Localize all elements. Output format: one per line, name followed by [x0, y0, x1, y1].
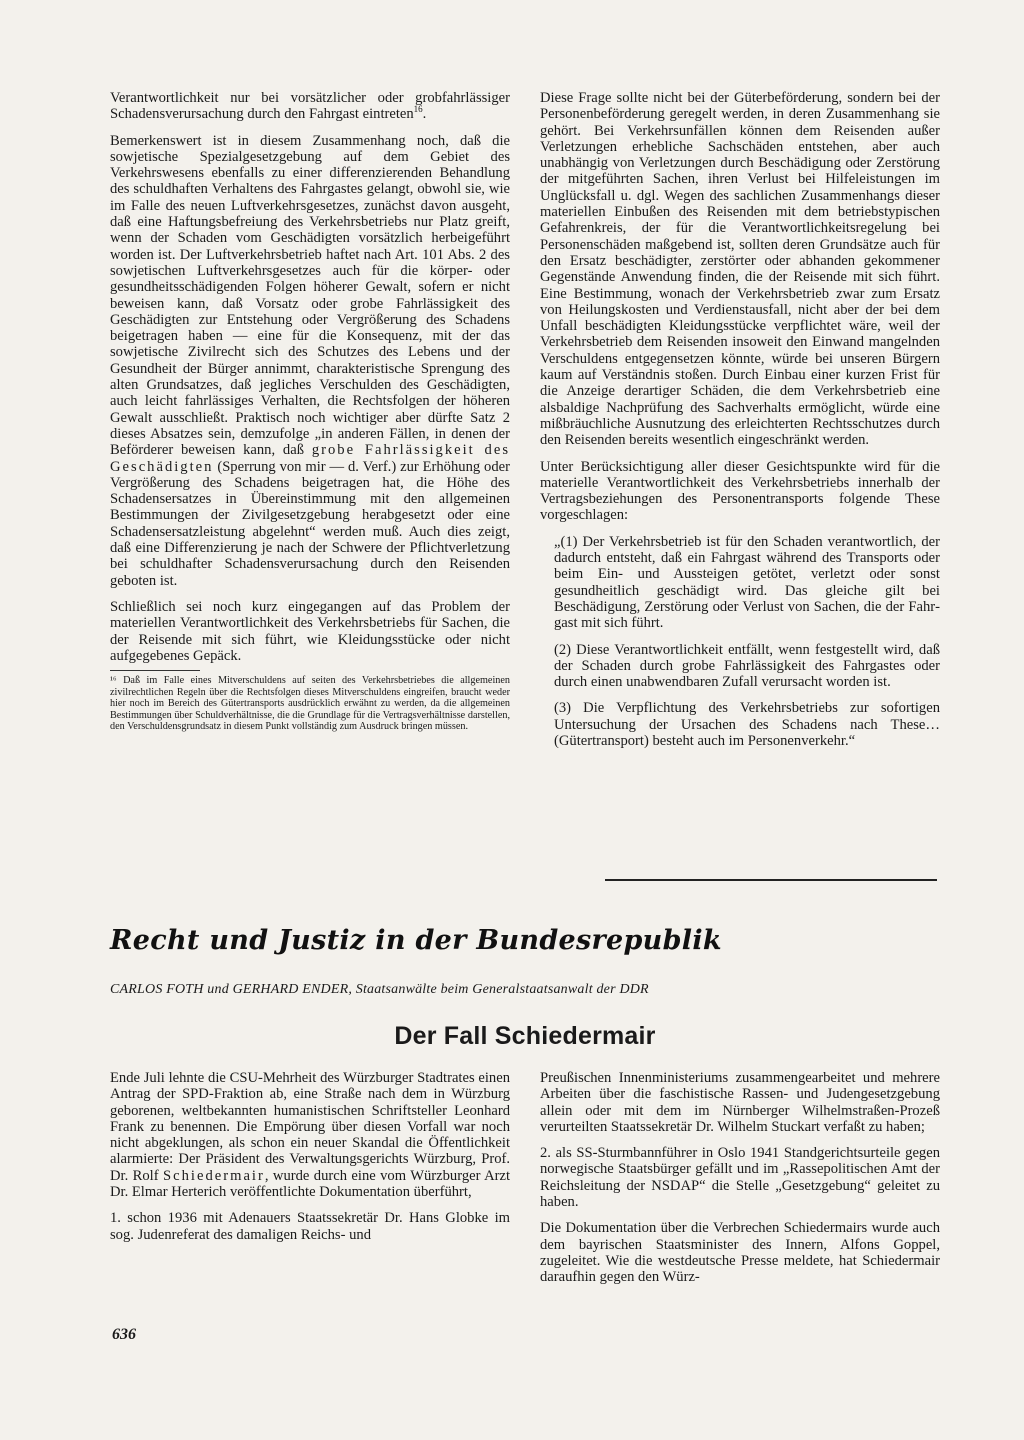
footnote-divider: [110, 670, 200, 671]
article-authors: CARLOS FOTH und GERHARD ENDER, Staatsanwälte beim Generalstaatsanwalt der DDR: [110, 982, 649, 997]
paragraph: Schließlich sei noch kurz eingegangen auf das Problem der materiellen Verantwortlichkeit des Verkehrsbetriebs für Sachen, die der Reisende mit sich führt, wie Kleidungsstücke oder nicht aufgegebenes Gepäck.: [110, 598, 510, 664]
paragraph: Unter Berücksichtigung aller dieser Gesichtspunkte wird für die materielle Verantwortlichkeit des Verkehrsbetriebs innerhalb der Vertragsbeziehungen des Personentransports folgende These vorgeschlagen:: [540, 458, 940, 524]
paragraph: Bemerkenswert ist in diesem Zusammenhang noch, daß die sowjetische Spezialgesetzgebung auf dem Gebiet des Verkehrswesens ebenfalls zu einer differenzierenden Behandlung des schuldhaften Verhaltens des Fahrgastes gelangt, obwohl sie, wie im Falle des neuen Luftverkehrsgesetzes, zunächst davon ausgeht, daß eine Haftungsbefreiung des Verkehrsbetriebs nur Platz greift, wenn der Schaden vom Geschädigten vorsätzlich herbeigeführt worden ist. Der Luftverkehrsbetrieb haftet nach Art. 101 Abs. 2 des sowjetischen Luftverkehrsgesetzes auch für die körper- oder gesundheitsschädigenden Folgen höherer Gewalt, sofern er nicht beweisen kann, daß Vorsatz oder grobe Fahrlässigkeit des Geschädigten zur Entstehung oder Vergrößerung des Schadens beigetragen haben — eine für die Konsequenz, mit der das sowjetische Zivilrecht sich des Schutzes des Lebens und der Gesundheit der Bürger annimmt, charakteristische Sprengung des alten Grundsatzes, daß jegliches Verschulden des Geschädigten, auch leicht fahrlässiges Verhalten, die Rechtsfolgen der höheren Gewalt ausschließt. Praktisch noch wichtiger aber dürfte Satz 2 dieses Absatzes sein, demzufolge „in anderen Fällen, in denen der Beförderer beweisen kann, daß grobe Fahrlässigkeit des Geschädigten (Sperrung von mir — d. Verf.) zur Erhöhung oder Vergrößerung des Schadens beigetragen hat, die Höhe des Schadensersatzes in Übereinstimmung mit den allgemeinen Bestimmungen der Zivilgesetzgebung herabgesetzt oder eine Schadensersatzleistung abgelehnt“ werden muß. Auch dies zeigt, daß eine Differenzierung je nach der Schwere der Pflichtverletzung bei schuldhafter Schadensverursachung durch den Reisenden geboten ist.: [110, 132, 511, 589]
thesis-item: (3) Die Verpflichtung des Verkehrsbetriebs zur sofortigen Untersuchung der Ursachen des Schadens nach These… (Gütertransport) besteht auch im Personenverkehr.“: [554, 700, 940, 749]
page-number: 636: [112, 1326, 136, 1343]
paragraph: Die Dokumentation über die Verbrechen Schiedermairs wurde auch dem bayrischen Staatsminister des Innern, Alfons Goppel, zugeleitet. Wie die westdeutsche Presse meldete, hat Schiedermair daraufhin gegen den Würz-: [540, 1220, 940, 1286]
right-column-top: [540, 90, 940, 749]
footnote: ¹⁶ Daß im Falle eines Mitverschuldens auf seiten des Verkehrsbetriebes die allgemeinen zivilrechtlichen Regeln über die Rechtsfolgen dieses Mitverschuldens eingreifen, braucht weder hier noch im Bereich des Gütertransports ausdrücklich erwähnt zu werden, da die allgemeinen Bestimmungen über Schuldverhältnisse, die die Grundlage für die Vertragsverhältnisse darstellen, den Verschuldensgrundsatz in diesem Punkt vollständig zum Ausdruck bringen müssen.: [110, 675, 510, 733]
paragraph: Ende Juli lehnte die CSU-Mehrheit des Würzburger Stadtrates einen Antrag der SPD-Fraktion ab, eine Straße nach dem in Würzburg geborenen, weltbekannten humanistischen Schriftsteller Leonhard Frank zu benennen. Die Empörung über diesen Vorfall war noch nicht abgeklungen, als schon ein neuer Skandal die Öffentlichkeit alarmierte: Der Präsident des Verwaltungsgerichts Würzburg, Prof. Dr. Rolf Schiedermair, wurde durch eine vom Würzburger Arzt Dr. Elmar Herterich veröffentlichte Dokumentation überführt,: [110, 1070, 510, 1201]
paragraph: Preußischen Innenministeriums zusammengearbeitet und mehrere Arbeiten über die faschistische Rassen- und Judengesetzgebung allein oder mit dem im Nürnberger Wilhelmstraßen-Prozeß verurteilten Staatssekretär Dr. Wilhelm Stuckart verfaßt zu haben;: [540, 1070, 940, 1135]
emphasized-text: Schiedermair: [163, 1167, 265, 1184]
paragraph: 1. schon 1936 mit Adenauers Staatssekretär Dr. Hans Globke im sog. Judenreferat des damaligen Reichs- und: [110, 1210, 510, 1243]
left-column-top: [110, 90, 510, 743]
section-heading: Recht und Justiz in der Bundesrepublik: [110, 925, 722, 956]
article-end-rule: [605, 879, 937, 881]
left-column-bottom: [110, 1070, 510, 1243]
article-title: Der Fall Schiedermair: [394, 1022, 656, 1050]
thesis-item: „(1) Der Verkehrsbetrieb ist für den Schaden verantwortlich, der dadurch entsteht, daß ein Fahrgast während des Transports oder beim Ein- und Aussteigen getötet, verletzt oder sonst gesundheitlich geschädigt wird. Das gleiche gilt bei Beschädigung, Zerstörung oder Verlust von Sachen, die der Fahrgast mit sich führt.: [554, 533, 940, 632]
footnote-marker: 16: [413, 104, 423, 115]
right-column-bottom: [540, 1070, 940, 1286]
thesis-item: (2) Diese Verantwortlichkeit entfällt, wenn festgestellt wird, daß der Schaden durch grobe Fahrlässigkeit des Fahrgastes oder durch einen unabwendbaren Zufall verursacht worden ist.: [554, 641, 940, 691]
paragraph: 2. als SS-Sturmbannführer in Oslo 1941 Standgerichtsurteile gegen norwegische Staatsbürger gefällt und im „Rassepolitischen Amt der Reichsleitung der NSDAP“ die Stelle „Gesetzgebung“ geleitet zu haben.: [540, 1145, 940, 1211]
emphasized-text: grobe Fahrlässigkeit des Geschädigten: [110, 442, 511, 475]
paragraph: Diese Frage sollte nicht bei der Güterbeförderung, sondern bei der Personenbeförderung geregelt werden, in deren Zusammenhang sie gehört. Bei Verkehrsunfällen können dem Reisenden außer Verletzungen erhebliche Sachschäden entstehen, aber auch unabhängig von Verletzungen durch Beschädigung oder Zerstörung der mitgeführten Sachen, ihren Verlust bei Hilfeleistungen im Unglücksfall u. dgl. Wegen des sachlichen Zusammenhangs dieser materiellen Einbußen des Reisenden mit dem betriebstypischen Gefahrenkreis, der für die Verantwortlichkeitsregelung bei Personenschäden maßgebend ist, sollten deren Grundsätze auch für den Ersatz beschädigter, zerstörter oder abhanden gekommener Gegenstände Anwendung finden, die der Reisende mit sich führt. Eine Bestimmung, wonach der Verkehrsbetrieb zwar zum Ersatz von Heilungskosten und Verdienstausfall, nicht aber der bei dem Unfall beschädigten Kleidungsstücke verpflichtet wäre, weil der Verkehrsbetrieb dem Reisenden insoweit den Einwand mangelnden Verschuldens entgegensetzen könnte, würde bei unseren Bürgern kaum auf Verständnis stoßen. Durch Einbau einer kurzen Frist für die Anzeige derartiger Schäden, die dem Verkehrsbetrieb eine alsbaldige Nachprüfung des Sachverhalts ermöglicht, würde eine mißbräuchliche Ausnutzung des erleichterten Rechtsschutzes durch den Reisenden bereits wesentlich eingeschränkt werden.: [540, 90, 940, 449]
paragraph: Verantwortlichkeit nur bei vorsätzlicher oder grobfahrlässiger Schadensverursachung durch den Fahrgast eintreten$^{16}$.: [110, 90, 510, 123]
